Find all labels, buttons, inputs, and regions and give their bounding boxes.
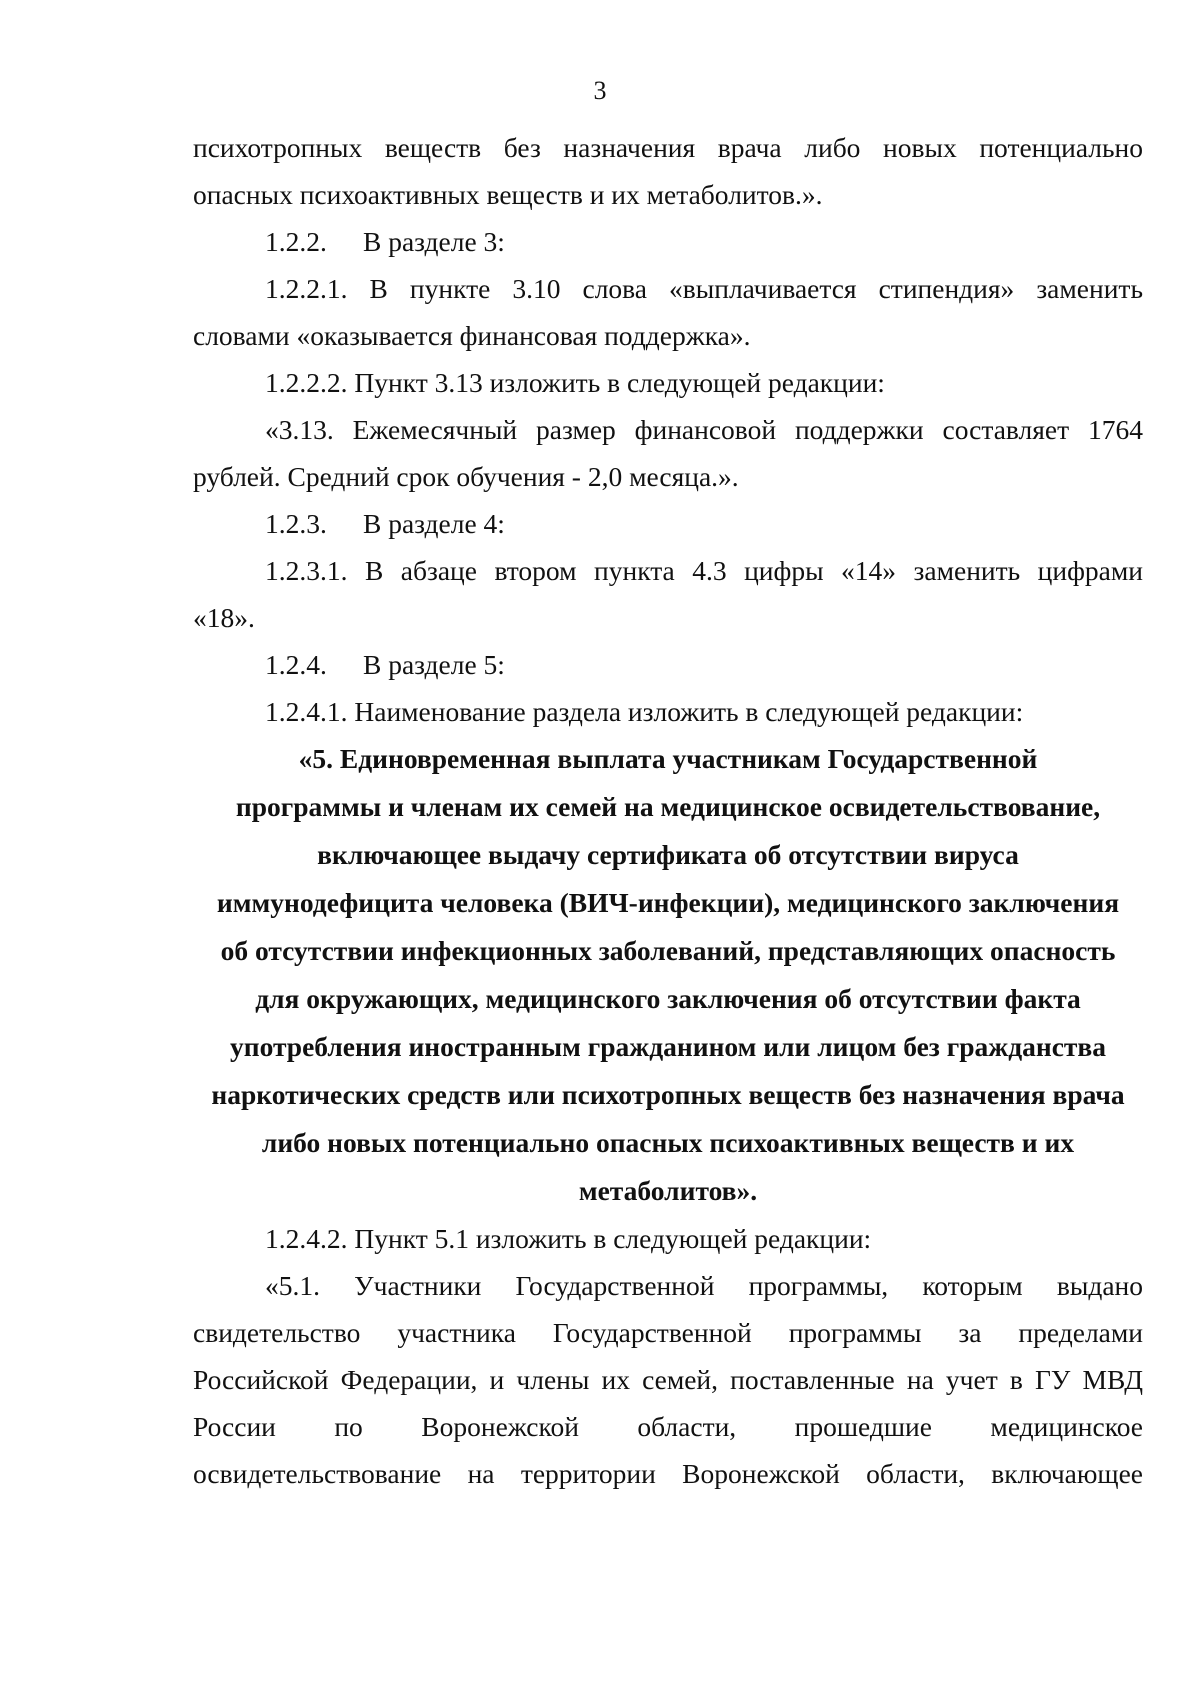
- heading-line: об отсутствии инфекционных заболеваний, представляющих опасность: [220, 935, 1116, 966]
- heading-line: программы и членам их семей на медицинское освидетельствование,: [235, 791, 1101, 822]
- heading-line: либо новых потенциально опасных психоактивных веществ и их: [261, 1127, 1075, 1158]
- quote-3-13-line: рублей. Средний срок обучения - 2,0 месяца.».: [193, 461, 739, 492]
- heading-line: наркотических средств или психотропных веществ без назначения врача: [211, 1079, 1125, 1110]
- heading-line: употребления иностранным гражданином или лицом без гражданства: [229, 1031, 1107, 1062]
- quote-5-1-line: свидетельство участника Государственной программы за пределами: [193, 1317, 1143, 1348]
- section-text: В разделе 3:: [363, 226, 505, 257]
- section-1-2-2: [193, 218, 1143, 265]
- heading-line: иммунодефицита человека (ВИЧ-инфекции), медицинского заключения: [216, 887, 1120, 918]
- clause-1-2-2-1-line: словами «оказывается финансовая поддержка».: [193, 320, 751, 351]
- clause-1-2-4-1: 1.2.4.1. Наименование раздела изложить в следующей редакции:: [265, 696, 1024, 727]
- page-number: 3: [593, 76, 607, 105]
- section-number: 1.2.2.: [265, 226, 327, 257]
- quote-5-1-line: «5.1. Участники Государственной программы, которым выдано: [265, 1270, 1143, 1301]
- section-number: 1.2.3.: [265, 508, 327, 539]
- clause-1-2-4-2: 1.2.4.2. Пункт 5.1 изложить в следующей редакции:: [265, 1223, 872, 1254]
- section-text: В разделе 5:: [363, 649, 505, 680]
- quote-5-1-line: освидетельствование на территории Воронежской области, включающее: [193, 1458, 1143, 1489]
- paragraph-line: опасных психоактивных веществ и их метаболитов.».: [193, 179, 823, 210]
- document-body: [193, 124, 1143, 1497]
- section-number: 1.2.4.: [265, 649, 327, 680]
- quote-5-1-line: Российской Федерации, и члены их семей, поставленные на учет в ГУ МВД: [193, 1364, 1143, 1395]
- clause-1-2-3-1-line: 1.2.3.1. В абзаце втором пункта 4.3 цифры «14» заменить цифрами: [265, 555, 1143, 586]
- paragraph-line: психотропных веществ без назначения врача либо новых потенциально: [193, 132, 1143, 163]
- heading-line: метаболитов».: [578, 1175, 758, 1206]
- quote-5-1-line: России по Воронежской области, прошедшие медицинское: [193, 1411, 1143, 1442]
- clause-1-2-2-1-line: 1.2.2.1. В пункте 3.10 слова «выплачивается стипендия» заменить: [265, 273, 1143, 304]
- heading-line: «5. Единовременная выплата участникам Государственной: [298, 743, 1038, 774]
- heading-line: для окружающих, медицинского заключения об отсутствии факта: [255, 983, 1081, 1014]
- clause-1-2-2-2: 1.2.2.2. Пункт 3.13 изложить в следующей редакции:: [265, 367, 885, 398]
- section-1-2-4: [193, 641, 1143, 688]
- clause-1-2-3-1-line: «18».: [193, 602, 255, 633]
- section-1-2-3: [193, 500, 1143, 547]
- section-5-heading: [193, 735, 1143, 1215]
- section-text: В разделе 4:: [363, 508, 505, 539]
- quote-3-13-line: «3.13. Ежемесячный размер финансовой поддержки составляет 1764: [265, 414, 1143, 445]
- heading-line: включающее выдачу сертификата об отсутствии вируса: [317, 839, 1019, 870]
